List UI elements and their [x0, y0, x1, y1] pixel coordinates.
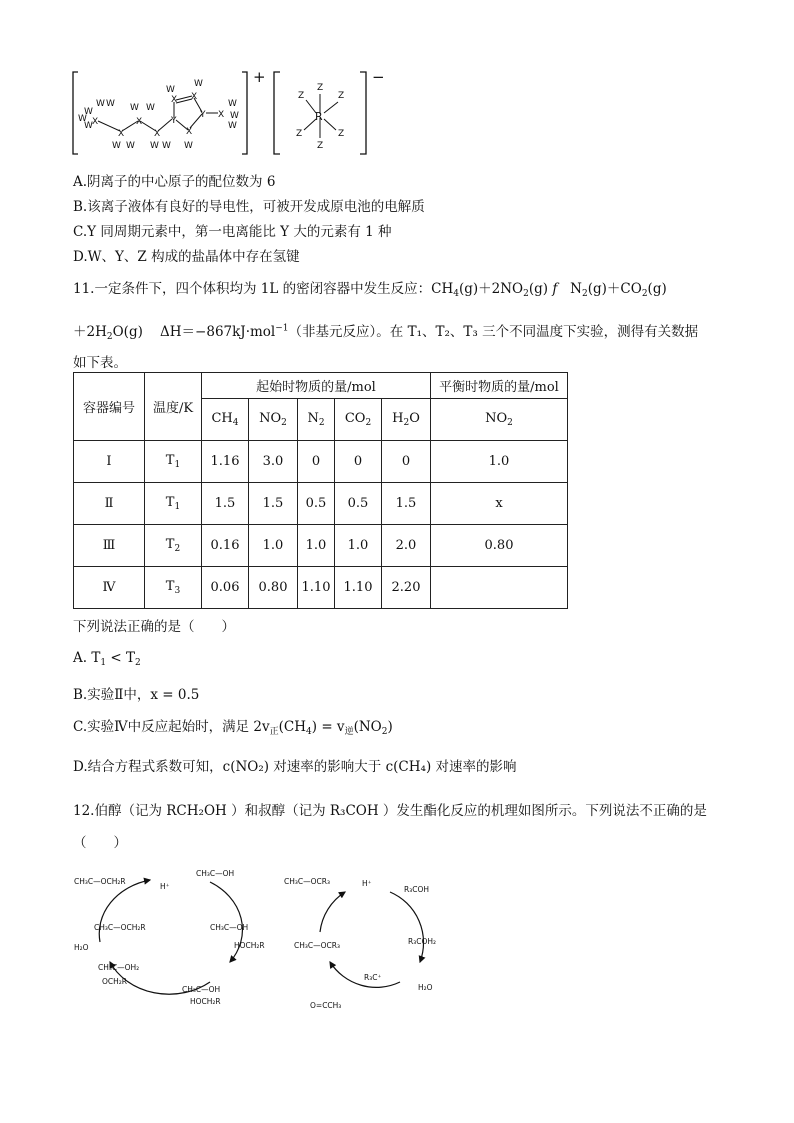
q11-option-b: B.实验Ⅱ中，x = 0.5: [73, 687, 200, 703]
svg-text:CH₃C—OH: CH₃C—OH: [182, 985, 221, 994]
table-row: Ⅱ $T_1$ 1.5 1.5 0.5 0.5 1.5 x: [74, 483, 568, 525]
svg-text:X: X: [136, 117, 143, 127]
esterification-mechanism-diagram: [70, 852, 450, 1022]
svg-text:R₃C⁺: R₃C⁺: [364, 973, 382, 982]
svg-text:CH₃C—OH: CH₃C—OH: [196, 869, 235, 878]
svg-text:Z: Z: [338, 129, 345, 139]
q10-option-d: D.W、Y、Z 构成的盐晶体中存在氢键: [73, 249, 300, 265]
svg-text:W: W: [96, 99, 105, 109]
eq-species-no2: $NO_2$: [431, 399, 568, 441]
svg-text:O=CCH₃: O=CCH₃: [310, 1001, 342, 1010]
svg-text:W: W: [126, 141, 135, 151]
svg-text:Y: Y: [200, 110, 206, 120]
svg-text:W: W: [166, 85, 175, 95]
q11-stem-line2: $+2H_2O(g)$ ΔH＝−867kJ·mol$^{-1}$（非基元反应）。在 T₁、T₂、T₃ 三个不同温度下实验，测得有关数据: [73, 323, 699, 342]
table-row: Ⅲ $T_2$ 0.16 1.0 1.0 1.0 2.0 0.80: [74, 525, 568, 567]
svg-text:Z: Z: [317, 141, 324, 151]
svg-text:R₃COH₂: R₃COH₂: [408, 937, 437, 946]
svg-text:W: W: [194, 79, 203, 89]
svg-text:CH₃C—OCR₃: CH₃C—OCR₃: [284, 877, 330, 886]
svg-text:W: W: [78, 114, 87, 124]
species-n2: $N_2$: [298, 399, 335, 441]
header-container: 容器编号: [74, 373, 145, 441]
q12-stem-line2: （ ）: [73, 835, 127, 851]
anion-center: R: [315, 110, 323, 123]
q10-option-b: B.该离子液体有良好的导电性，可被开发成原电池的电解质: [73, 199, 425, 215]
svg-text:X: X: [218, 110, 225, 120]
svg-text:X: X: [118, 129, 125, 139]
svg-text:CH₃C—OCR₃: CH₃C—OCR₃: [294, 941, 340, 950]
svg-text:W: W: [228, 121, 237, 131]
cation-charge: +: [253, 68, 266, 86]
svg-text:Y: Y: [171, 116, 177, 126]
q12-stem-line1: 12.伯醇（记为 RCH₂OH ）和叔醇（记为 R₃COH ）发生酯化反应的机理如图所示。下列说法不正确的是: [73, 803, 707, 819]
svg-text:W: W: [150, 141, 159, 151]
svg-text:Z: Z: [338, 91, 345, 101]
q11-stem-line1: 11.一定条件下，四个体积均为 1L 的密闭容器中发生反应：$CH_4(g)+2NO_2(g)$ f $N_2(g)+CO_2(g)$: [73, 281, 667, 299]
svg-text:W: W: [184, 141, 193, 151]
header-temp: 温度/K: [145, 373, 202, 441]
svg-text:H₂O: H₂O: [74, 943, 89, 952]
svg-text:W: W: [84, 107, 93, 117]
svg-text:W: W: [84, 121, 93, 131]
q11-stem-line3: 如下表。: [73, 355, 127, 371]
svg-text:CH₃C—OH₂: CH₃C—OH₂: [98, 963, 140, 972]
q11-option-d: D.结合方程式系数可知，c(NO₂) 对速率的影响大于 c(CH₄) 对速率的影响: [73, 759, 517, 775]
svg-text:X: X: [154, 129, 161, 139]
ionic-structure-diagram: [70, 66, 400, 162]
svg-text:CH₃C—OCH₂R: CH₃C—OCH₂R: [94, 923, 146, 932]
species-h2o: $H_2O$: [382, 399, 431, 441]
svg-text:X: X: [92, 117, 99, 127]
svg-text:CH₃C—OCH₂R: CH₃C—OCH₂R: [74, 877, 126, 886]
species-co2: $CO_2$: [335, 399, 382, 441]
svg-text:W: W: [130, 103, 139, 113]
svg-text:X: X: [191, 92, 198, 102]
svg-text:H₂O: H₂O: [418, 983, 433, 992]
header-initial: 起始时物质的量/mol: [202, 373, 431, 399]
q11-option-c: C.实验Ⅳ中反应起始时，满足 $2v_正(CH_4) = v_逆(NO_2)$: [73, 719, 393, 737]
svg-text:Z: Z: [296, 129, 303, 139]
svg-text:X: X: [171, 95, 178, 105]
left-cycle-labels: [74, 869, 265, 1006]
svg-text:W: W: [106, 99, 115, 109]
svg-text:Z: Z: [317, 83, 324, 93]
svg-text:OCH₂R: OCH₂R: [102, 977, 127, 986]
svg-text:CH₃C—OH: CH₃C—OH: [210, 923, 249, 932]
svg-text:HOCH₂R: HOCH₂R: [190, 997, 221, 1006]
svg-text:X: X: [186, 127, 193, 137]
species-ch4: $CH_4$: [202, 399, 249, 441]
table-row: Ⅰ $T_1$ 1.16 3.0 0 0 0 1.0: [74, 441, 568, 483]
q11-question: 下列说法正确的是（ ）: [73, 619, 235, 635]
q11-data-table: [73, 372, 568, 609]
svg-text:R₃COH: R₃COH: [404, 885, 429, 894]
svg-text:W: W: [146, 103, 155, 113]
species-no2: $NO_2$: [249, 399, 298, 441]
svg-text:Z: Z: [298, 91, 305, 101]
svg-text:W: W: [230, 111, 239, 121]
table-row: Ⅳ $T_3$ 0.06 0.80 1.10 1.10 2.20: [74, 567, 568, 609]
svg-text:W: W: [162, 141, 171, 151]
q11-option-a: A. $T_1 < T_2$: [73, 650, 141, 668]
right-cycle-labels: [284, 877, 436, 1010]
svg-text:H⁺: H⁺: [362, 879, 372, 888]
anion-charge: −: [372, 68, 385, 86]
svg-text:H⁺: H⁺: [160, 882, 170, 891]
svg-text:W: W: [228, 99, 237, 109]
cation-atoms: [78, 79, 239, 151]
header-equilibrium: 平衡时物质的量/mol: [431, 373, 568, 399]
svg-text:W: W: [112, 141, 121, 151]
svg-text:HOCH₂R: HOCH₂R: [234, 941, 265, 950]
q10-option-a: A.阴离子的中心原子的配位数为 6: [73, 174, 276, 190]
q10-option-c: C.Y 同周期元素中，第一电离能比 Y 大的元素有 1 种: [73, 224, 392, 240]
